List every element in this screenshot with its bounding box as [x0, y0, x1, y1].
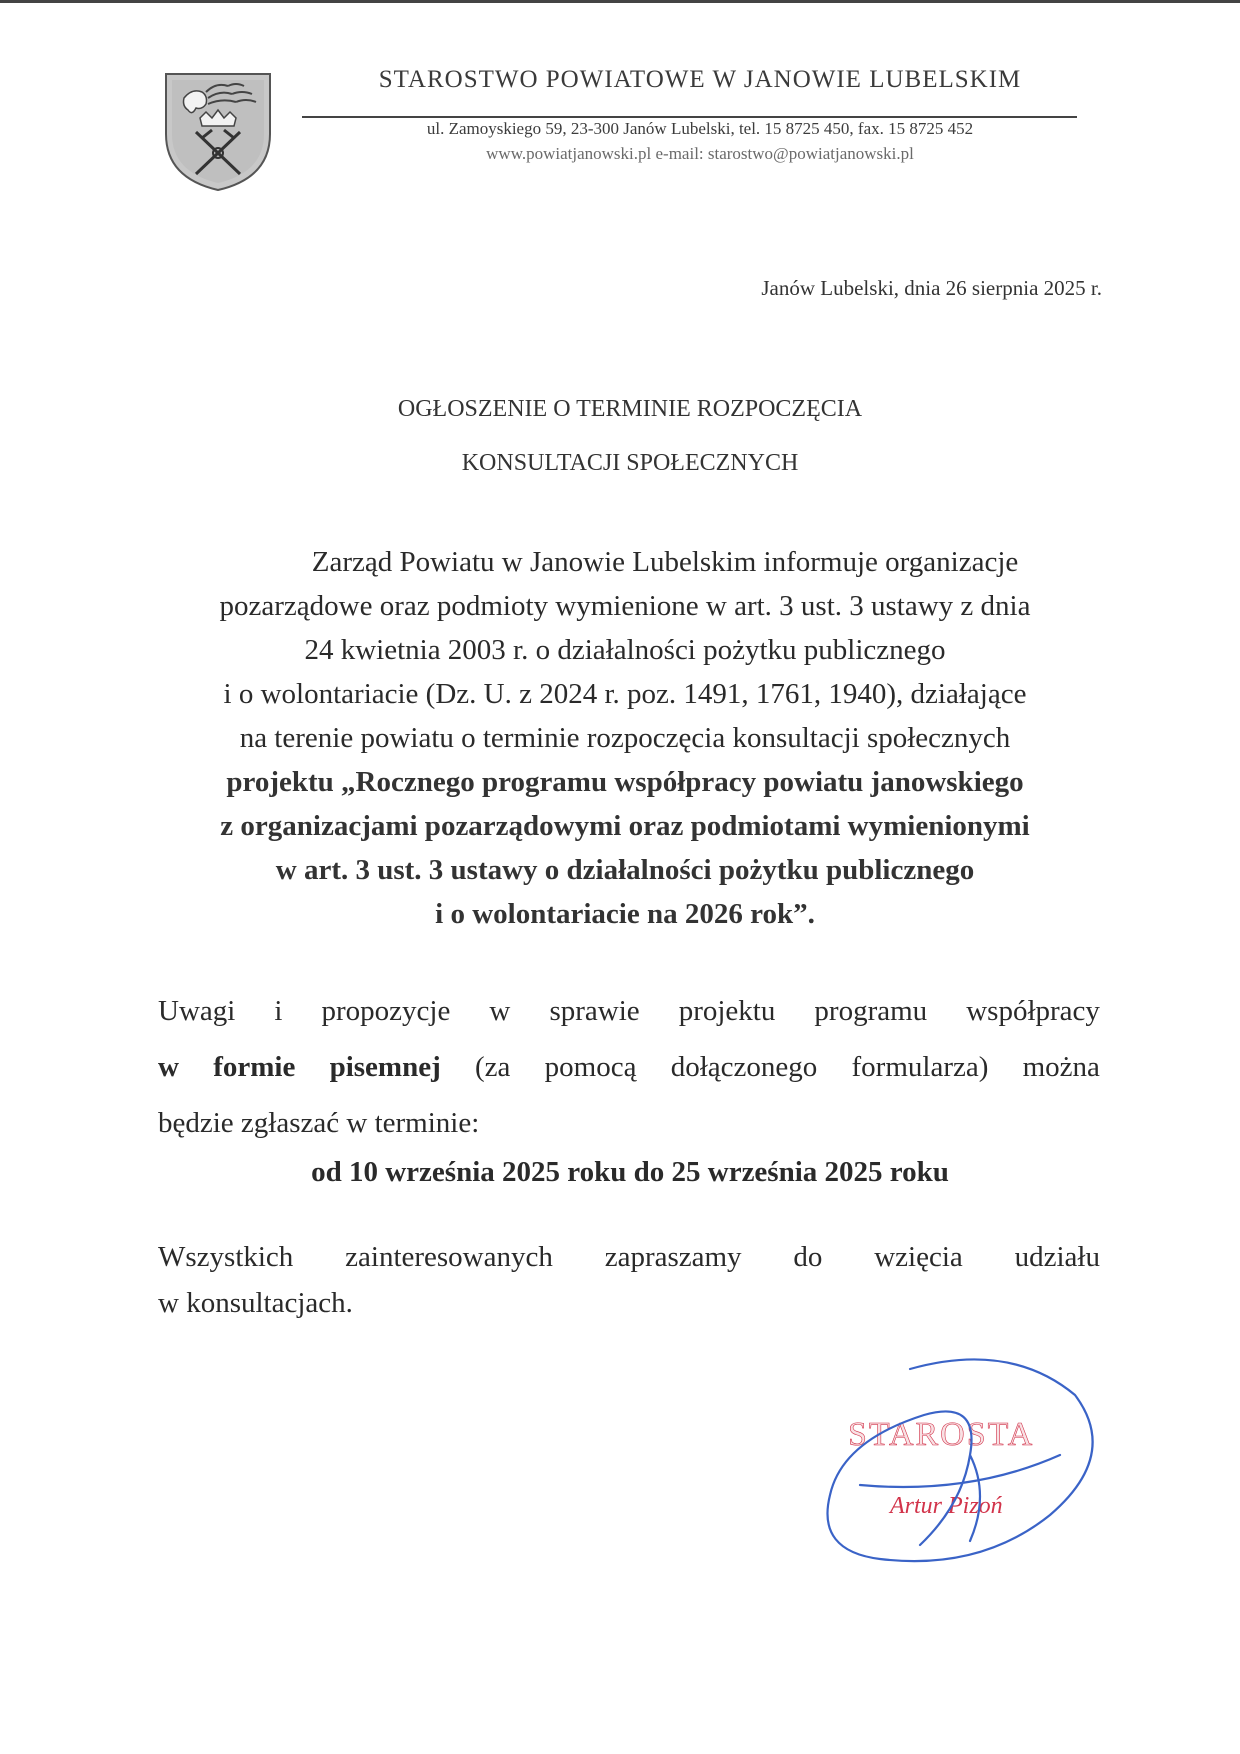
word: dołączonego: [670, 1051, 818, 1083]
announcement-title-line-1: OGŁOSZENIE O TERMINIE ROZPOCZĘCIA: [397, 396, 863, 422]
header-rule: [302, 116, 1077, 118]
intro-line: Zarząd Powiatu w Janowie Lubelskim informuje organizacje: [311, 546, 1019, 578]
remarks-line-1: [158, 983, 1100, 1039]
invitation-paragraph: [158, 1234, 1100, 1326]
word: Wszystkich: [158, 1241, 294, 1273]
word: pomocą: [544, 1051, 637, 1083]
remarks-line-2: [158, 1039, 1100, 1095]
handwritten-signature: [827, 1359, 1092, 1561]
word: zapraszamy: [604, 1241, 742, 1273]
word: propozycje: [321, 995, 451, 1027]
word: wzięcia: [874, 1241, 963, 1273]
word: Uwagi: [158, 995, 236, 1027]
starosta-stamp-signature: [820, 1345, 1100, 1585]
word: do: [793, 1241, 823, 1273]
intro-line: i o wolontariacie (Dz. U. z 2024 r. poz. 1491, 1761, 1940), działające: [223, 678, 1027, 710]
consultation-term: od 10 września 2025 roku do 25 września 2025 roku: [311, 1156, 949, 1188]
bold-word: formie: [213, 1051, 296, 1083]
word: programu: [814, 995, 928, 1027]
remarks-paragraph: [158, 983, 1100, 1151]
word: formularza): [851, 1051, 989, 1083]
stamp-title: STAROSTA: [848, 1416, 1035, 1453]
invitation-line-2: w konsultacjach.: [158, 1287, 353, 1319]
office-web-email: www.powiatjanowski.pl e-mail: starostwo@powiatjanowski.pl: [486, 144, 914, 163]
program-title-line: i o wolontariacie na 2026 rok”.: [435, 898, 815, 930]
word: zainteresowanych: [345, 1241, 553, 1273]
remarks-line-3: będzie zgłaszać w terminie:: [158, 1107, 480, 1139]
intro-paragraph: [150, 540, 1100, 936]
intro-line: 24 kwietnia 2003 r. o działalności pożytku publicznego: [304, 634, 946, 666]
stamp-name: Artur Pizoń: [890, 1493, 1003, 1519]
announcement-title-line-2: KONSULTACJI SPOŁECZNYCH: [461, 450, 799, 476]
word: udziału: [1014, 1241, 1100, 1273]
top-scan-border: [0, 0, 1240, 3]
invitation-line-1: [158, 1234, 1100, 1280]
coat-of-arms-icon: [162, 70, 274, 194]
word: (za: [475, 1051, 511, 1083]
intro-line: pozarządowe oraz podmioty wymienione w art. 3 ust. 3 ustawy z dnia: [219, 590, 1031, 622]
word: współpracy: [966, 995, 1100, 1027]
office-address: ul. Zamoyskiego 59, 23-300 Janów Lubelski, tel. 15 8725 450, fax. 15 8725 452: [426, 119, 974, 138]
word: i: [274, 995, 283, 1027]
announcement-title: [160, 382, 1100, 490]
document-date: Janów Lubelski, dnia 26 sierpnia 2025 r.: [761, 276, 1102, 300]
word: projektu: [678, 995, 776, 1027]
bold-word: w: [158, 1051, 179, 1083]
office-name: STAROSTWO POWIATOWE W JANOWIE LUBELSKIM: [378, 66, 1022, 93]
word: sprawie: [549, 995, 640, 1027]
intro-line: na terenie powiatu o terminie rozpoczęcia konsultacji społecznych: [239, 722, 1011, 754]
program-title-line: w art. 3 ust. 3 ustawy o działalności pożytku publicznego: [275, 854, 975, 886]
word: w: [489, 995, 511, 1027]
program-title-line: projektu „Rocznego programu współpracy powiatu janowskiego: [226, 766, 1024, 798]
bold-word: pisemnej: [329, 1051, 441, 1083]
program-title-line: z organizacjami pozarządowymi oraz podmiotami wymienionymi: [220, 810, 1030, 842]
word: można: [1022, 1051, 1100, 1083]
